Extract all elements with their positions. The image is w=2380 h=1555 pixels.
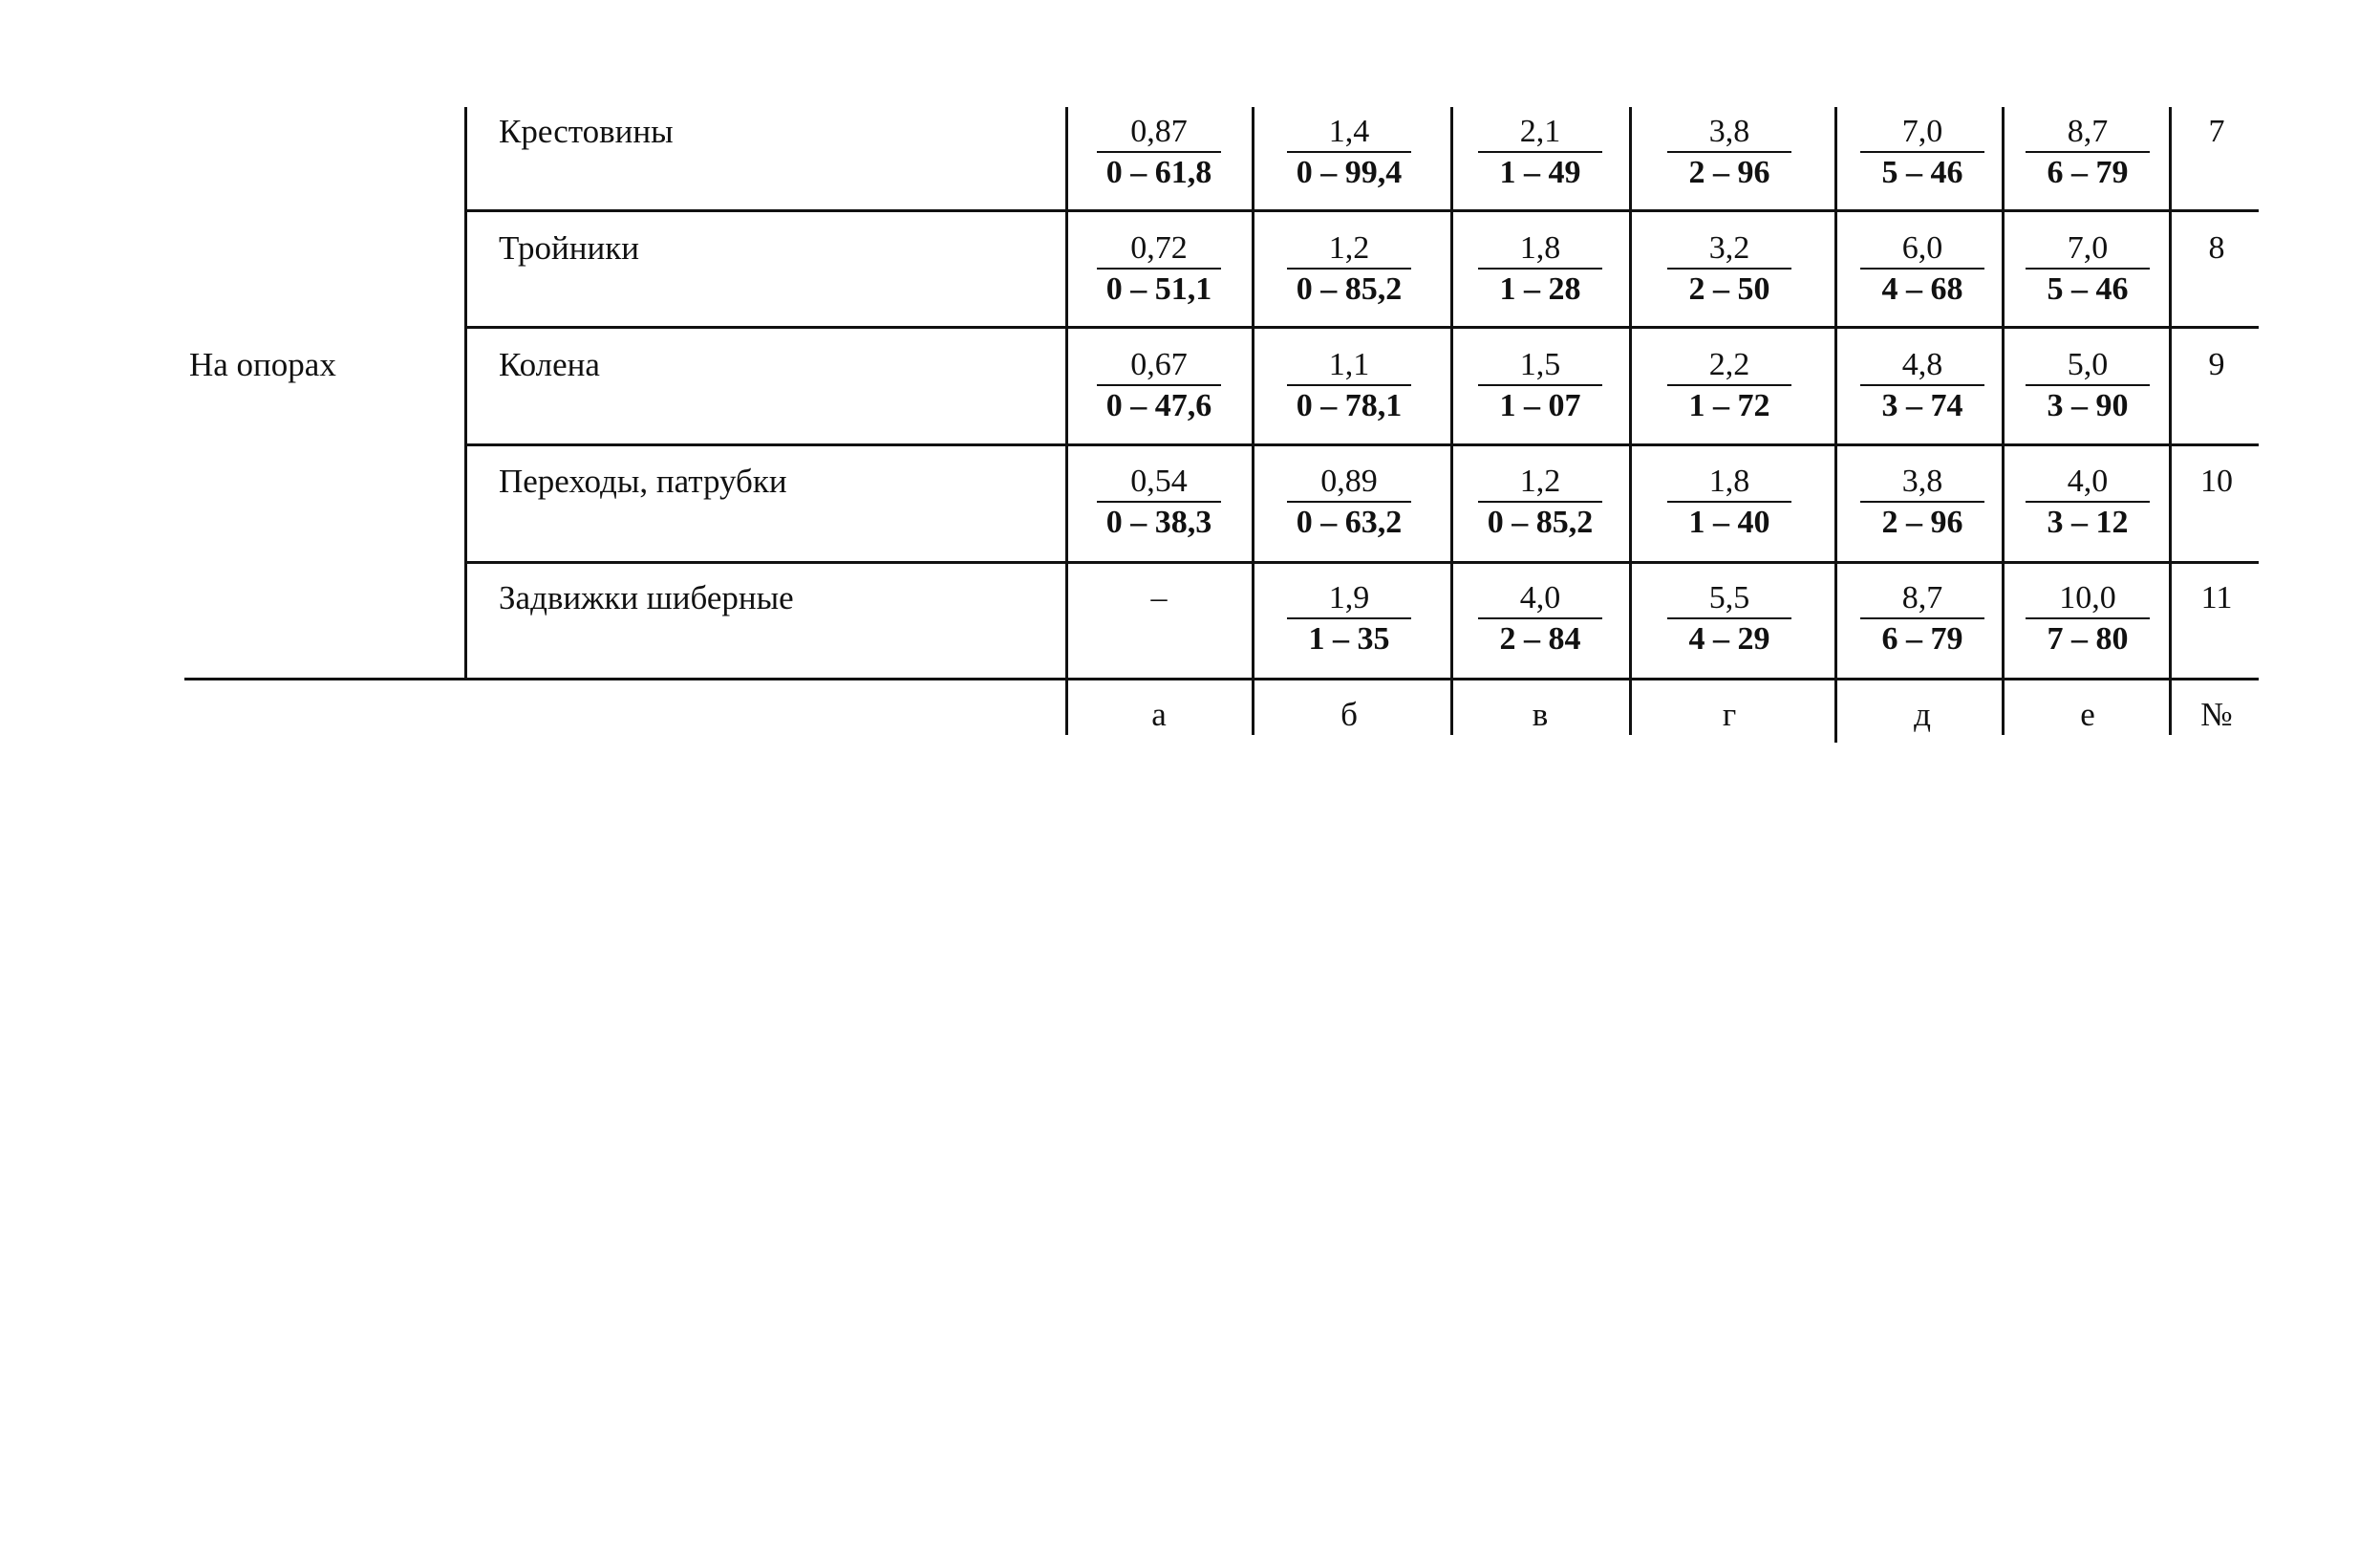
table-cell [1445, 113, 1636, 193]
cell-bottom-value: 6 – 79 [2047, 155, 2129, 190]
cell-top-value: 1,5 [1519, 347, 1561, 382]
rule-horizontal-row-8-bottom [467, 326, 2259, 329]
row-name: Задвижки шиберные [499, 579, 794, 616]
group-label: На опорах [189, 346, 336, 383]
cell-top-value: 1,1 [1328, 347, 1370, 382]
cell-bottom-value: 0 – 78,1 [1296, 388, 1403, 423]
cell-bottom-value: 0 – 51,1 [1105, 271, 1212, 307]
cell-bottom-value: 0 – 99,4 [1296, 155, 1403, 190]
column-letter: г [1722, 696, 1737, 733]
rule-horizontal-row-9-bottom [467, 443, 2259, 446]
cell-bottom-value: 1 – 72 [1688, 388, 1770, 423]
rule-vertical-name-left [464, 107, 467, 680]
cell-bottom-value: 3 – 12 [2047, 505, 2129, 540]
cell-top-value: 8,7 [2067, 114, 2109, 149]
table-cell [1063, 113, 1254, 193]
table-cell [1063, 229, 1254, 310]
table-cell [1445, 346, 1636, 426]
table-cell [1827, 346, 2018, 426]
cell-bottom-value: 3 – 90 [2047, 388, 2129, 423]
table-cell [1992, 229, 2183, 310]
row-name: Переходы, патрубки [499, 463, 787, 500]
column-letter: а [1151, 696, 1167, 733]
table-cell [1445, 579, 1636, 659]
row-name: Крестовины [499, 113, 674, 150]
cell-bottom-value: 2 – 96 [1881, 505, 1963, 540]
cell-top-value: 3,2 [1708, 230, 1750, 266]
cell-top-value: 0,72 [1130, 230, 1188, 266]
cell-top-value: 0,67 [1130, 347, 1188, 382]
cell-top-value: 5,0 [2067, 347, 2109, 382]
cell-bottom-value: 5 – 46 [2047, 271, 2129, 307]
cell-bottom-value: 0 – 63,2 [1296, 505, 1403, 540]
table-cell [1827, 229, 2018, 310]
cell-bottom-value: 0 – 47,6 [1105, 388, 1212, 423]
table-cell [1634, 463, 1825, 543]
column-letter: б [1340, 696, 1358, 733]
cell-top-value: 1,2 [1519, 464, 1561, 499]
cell-bottom-value: 0 – 61,8 [1105, 155, 1212, 190]
table-cell [1634, 113, 1825, 193]
cell-top-value: 10,0 [2059, 580, 2116, 616]
cell-bottom-value: 1 – 07 [1499, 388, 1581, 423]
column-letter: д [1914, 696, 1931, 733]
row-number: 11 [2200, 580, 2233, 616]
table-cell [1634, 229, 1825, 310]
cell-top-value: 4,0 [2067, 464, 2109, 499]
table-cell [1827, 579, 2018, 659]
table-cell [1827, 113, 2018, 193]
cell-bottom-value: 1 – 40 [1688, 505, 1770, 540]
row-number: 9 [2208, 347, 2225, 382]
cell-bottom-value: 4 – 29 [1688, 621, 1770, 657]
cell-bottom-value: 5 – 46 [1881, 155, 1963, 190]
cell-bottom-value: 2 – 96 [1688, 155, 1770, 190]
cell-top-value: 5,5 [1708, 580, 1750, 616]
rule-horizontal-table-bottom [184, 678, 2259, 680]
cell-bottom-value: 0 – 85,2 [1296, 271, 1403, 307]
table-cell [1634, 579, 1825, 659]
table-cell [1827, 463, 2018, 543]
number-column-header: № [2200, 696, 2233, 733]
table-cell [1063, 346, 1254, 426]
table-cell [1254, 346, 1445, 426]
cell-top-value: 4,8 [1901, 347, 1943, 382]
row-number: 10 [2200, 464, 2233, 499]
cell-top-value: 3,8 [1901, 464, 1943, 499]
cell-bottom-value: 2 – 50 [1688, 271, 1770, 307]
cell-top-value: 8,7 [1901, 580, 1943, 616]
cell-bottom-value: 1 – 49 [1499, 155, 1581, 190]
table-cell [1445, 229, 1636, 310]
rule-horizontal-row-10-bottom [467, 561, 2259, 564]
cell-top-value: 0,54 [1130, 464, 1188, 499]
cell-top-value: 1,2 [1328, 230, 1370, 266]
cell-bottom-value: 2 – 84 [1499, 621, 1581, 657]
cell-top-value: 3,8 [1708, 114, 1750, 149]
row-name: Колена [499, 346, 600, 383]
rule-horizontal-row-7-bottom [467, 209, 2259, 212]
cell-top-value: 7,0 [1901, 114, 1943, 149]
cell-top-value: 1,8 [1708, 464, 1750, 499]
cell-top-value: 6,0 [1901, 230, 1943, 266]
row-number: 8 [2208, 230, 2225, 266]
table-cell [1992, 346, 2183, 426]
cell-bottom-value: 1 – 35 [1308, 621, 1390, 657]
cell-bottom-value: 3 – 74 [1881, 388, 1963, 423]
table-cell [1634, 346, 1825, 426]
table-cell [1992, 113, 2183, 193]
row-name: Тройники [499, 229, 639, 267]
table-cell [1254, 579, 1445, 659]
cell-top-value: 1,9 [1328, 580, 1370, 616]
column-letter: в [1532, 696, 1549, 733]
cell-top-value: 0,87 [1130, 114, 1188, 149]
cell-top-value: 1,8 [1519, 230, 1561, 266]
cell-bottom-value: 7 – 80 [2047, 621, 2129, 657]
cell-top-value: 7,0 [2067, 230, 2109, 266]
cell-bottom-value: 6 – 79 [1881, 621, 1963, 657]
cell-top-value: 1,4 [1328, 114, 1370, 149]
cell-bottom-value: 0 – 85,2 [1487, 505, 1594, 540]
cell-bottom-value: 1 – 28 [1499, 271, 1581, 307]
table-cell [1254, 229, 1445, 310]
row-number: 7 [2208, 114, 2225, 149]
table-cell [1254, 463, 1445, 543]
empty-cell-dash: – [1150, 580, 1168, 616]
column-letter: е [2080, 696, 2095, 733]
table-cell [1992, 579, 2183, 659]
cell-top-value: 0,89 [1320, 464, 1378, 499]
table-cell [1445, 463, 1636, 543]
cell-top-value: 4,0 [1519, 580, 1561, 616]
table-cell [1254, 113, 1445, 193]
table-cell [1063, 463, 1254, 543]
cell-top-value: 2,1 [1519, 114, 1561, 149]
cell-bottom-value: 4 – 68 [1881, 271, 1963, 307]
cell-top-value: 2,2 [1708, 347, 1750, 382]
table-cell [1992, 463, 2183, 543]
cell-bottom-value: 0 – 38,3 [1105, 505, 1212, 540]
